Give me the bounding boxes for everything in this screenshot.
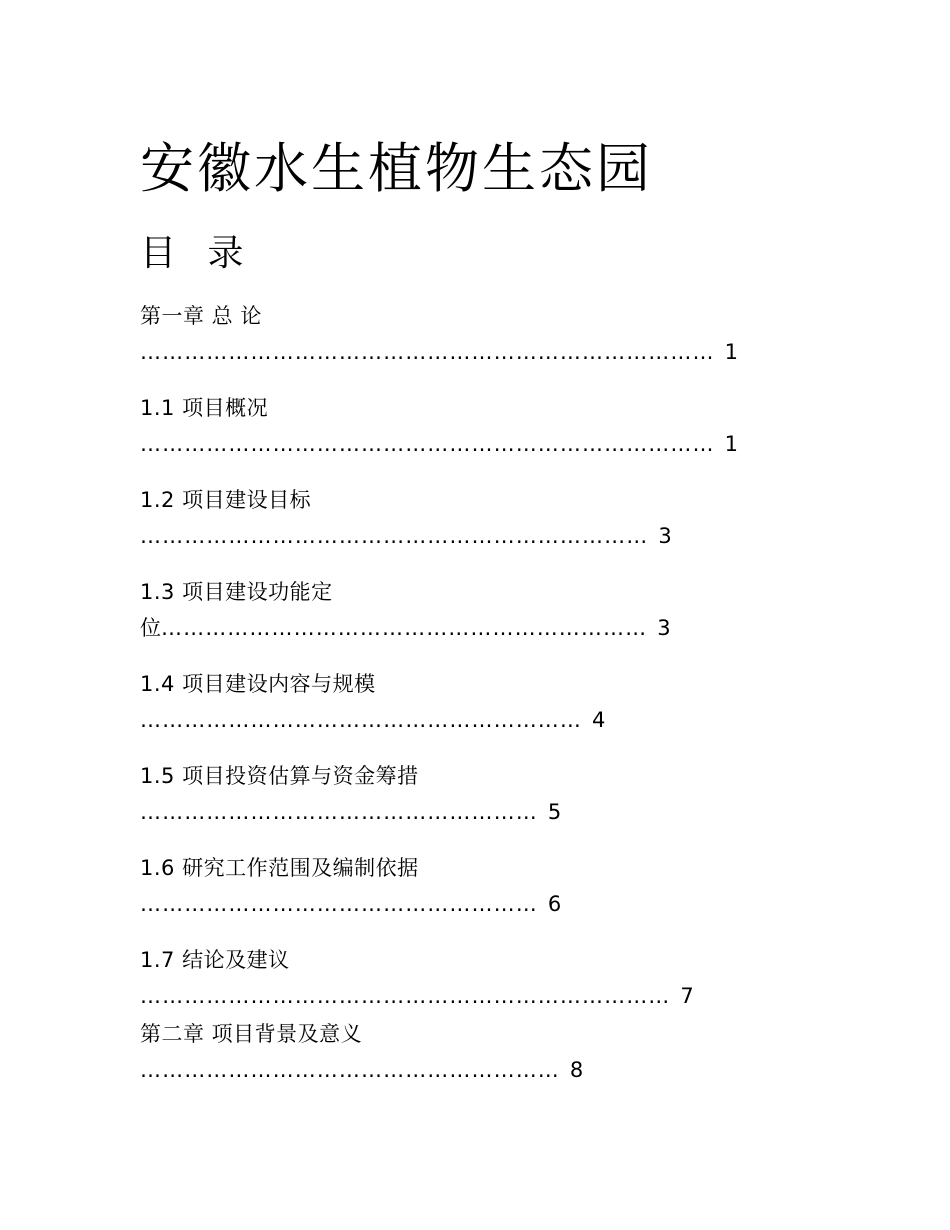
document-title: 安徽水生植物生态园 bbox=[140, 137, 653, 200]
toc-page-number: 1 bbox=[724, 432, 738, 456]
toc-dots: ………………………………………………………… bbox=[161, 616, 648, 640]
toc-entry-leader bbox=[140, 890, 561, 918]
toc-entry-leader bbox=[140, 982, 694, 1010]
toc-entry-title[interactable]: 1.1 项目概况 bbox=[140, 396, 269, 420]
toc-entry-leader bbox=[140, 706, 605, 734]
toc-dots: ……………………………………………………………… bbox=[140, 984, 671, 1008]
toc-entry-leader bbox=[140, 1056, 583, 1084]
toc-dots: ……………………………………………… bbox=[140, 892, 538, 916]
toc-dots: …………………………………………………………………… bbox=[140, 432, 715, 456]
toc-entry-prefix: 位 bbox=[140, 616, 161, 640]
toc-entry-title[interactable]: 1.3 项目建设功能定 bbox=[140, 580, 333, 604]
toc-page-number: 6 bbox=[547, 892, 562, 916]
toc-heading: 目 录 bbox=[140, 233, 254, 274]
toc-entry-leader bbox=[140, 338, 738, 366]
toc-entry-leader bbox=[140, 614, 671, 642]
toc-entry-title[interactable]: 1.5 项目投资估算与资金筹措 bbox=[140, 764, 419, 788]
toc-entry-title[interactable]: 1.2 项目建设目标 bbox=[140, 488, 312, 512]
toc-page-number: 5 bbox=[547, 800, 562, 824]
toc-page-number: 3 bbox=[657, 616, 671, 640]
toc-page-number: 1 bbox=[724, 340, 738, 364]
toc-entry-title[interactable]: 1.6 研究工作范围及编制依据 bbox=[140, 856, 419, 880]
toc-entry-leader bbox=[140, 522, 672, 550]
toc-entry-title[interactable]: 1.7 结论及建议 bbox=[140, 948, 290, 972]
toc-dots: …………………………………………………… bbox=[140, 708, 582, 732]
toc-entry-leader bbox=[140, 798, 561, 826]
toc-entry-leader bbox=[140, 430, 738, 458]
toc-dots: ……………………………………………… bbox=[140, 800, 538, 824]
toc-dots: ………………………………………………… bbox=[140, 1058, 560, 1082]
toc-page-number: 7 bbox=[680, 984, 694, 1008]
toc-dots: …………………………………………………………… bbox=[140, 524, 649, 548]
toc-entry-title[interactable]: 第一章 总 论 bbox=[140, 304, 262, 328]
toc-page-number: 3 bbox=[658, 524, 672, 548]
toc-dots: …………………………………………………………………… bbox=[140, 340, 715, 364]
toc-entry-title[interactable]: 第二章 项目背景及意义 bbox=[140, 1022, 363, 1046]
toc-page-number: 8 bbox=[569, 1058, 584, 1082]
toc-page-number: 4 bbox=[592, 708, 606, 732]
toc-entry-title[interactable]: 1.4 项目建设内容与规模 bbox=[140, 672, 376, 696]
